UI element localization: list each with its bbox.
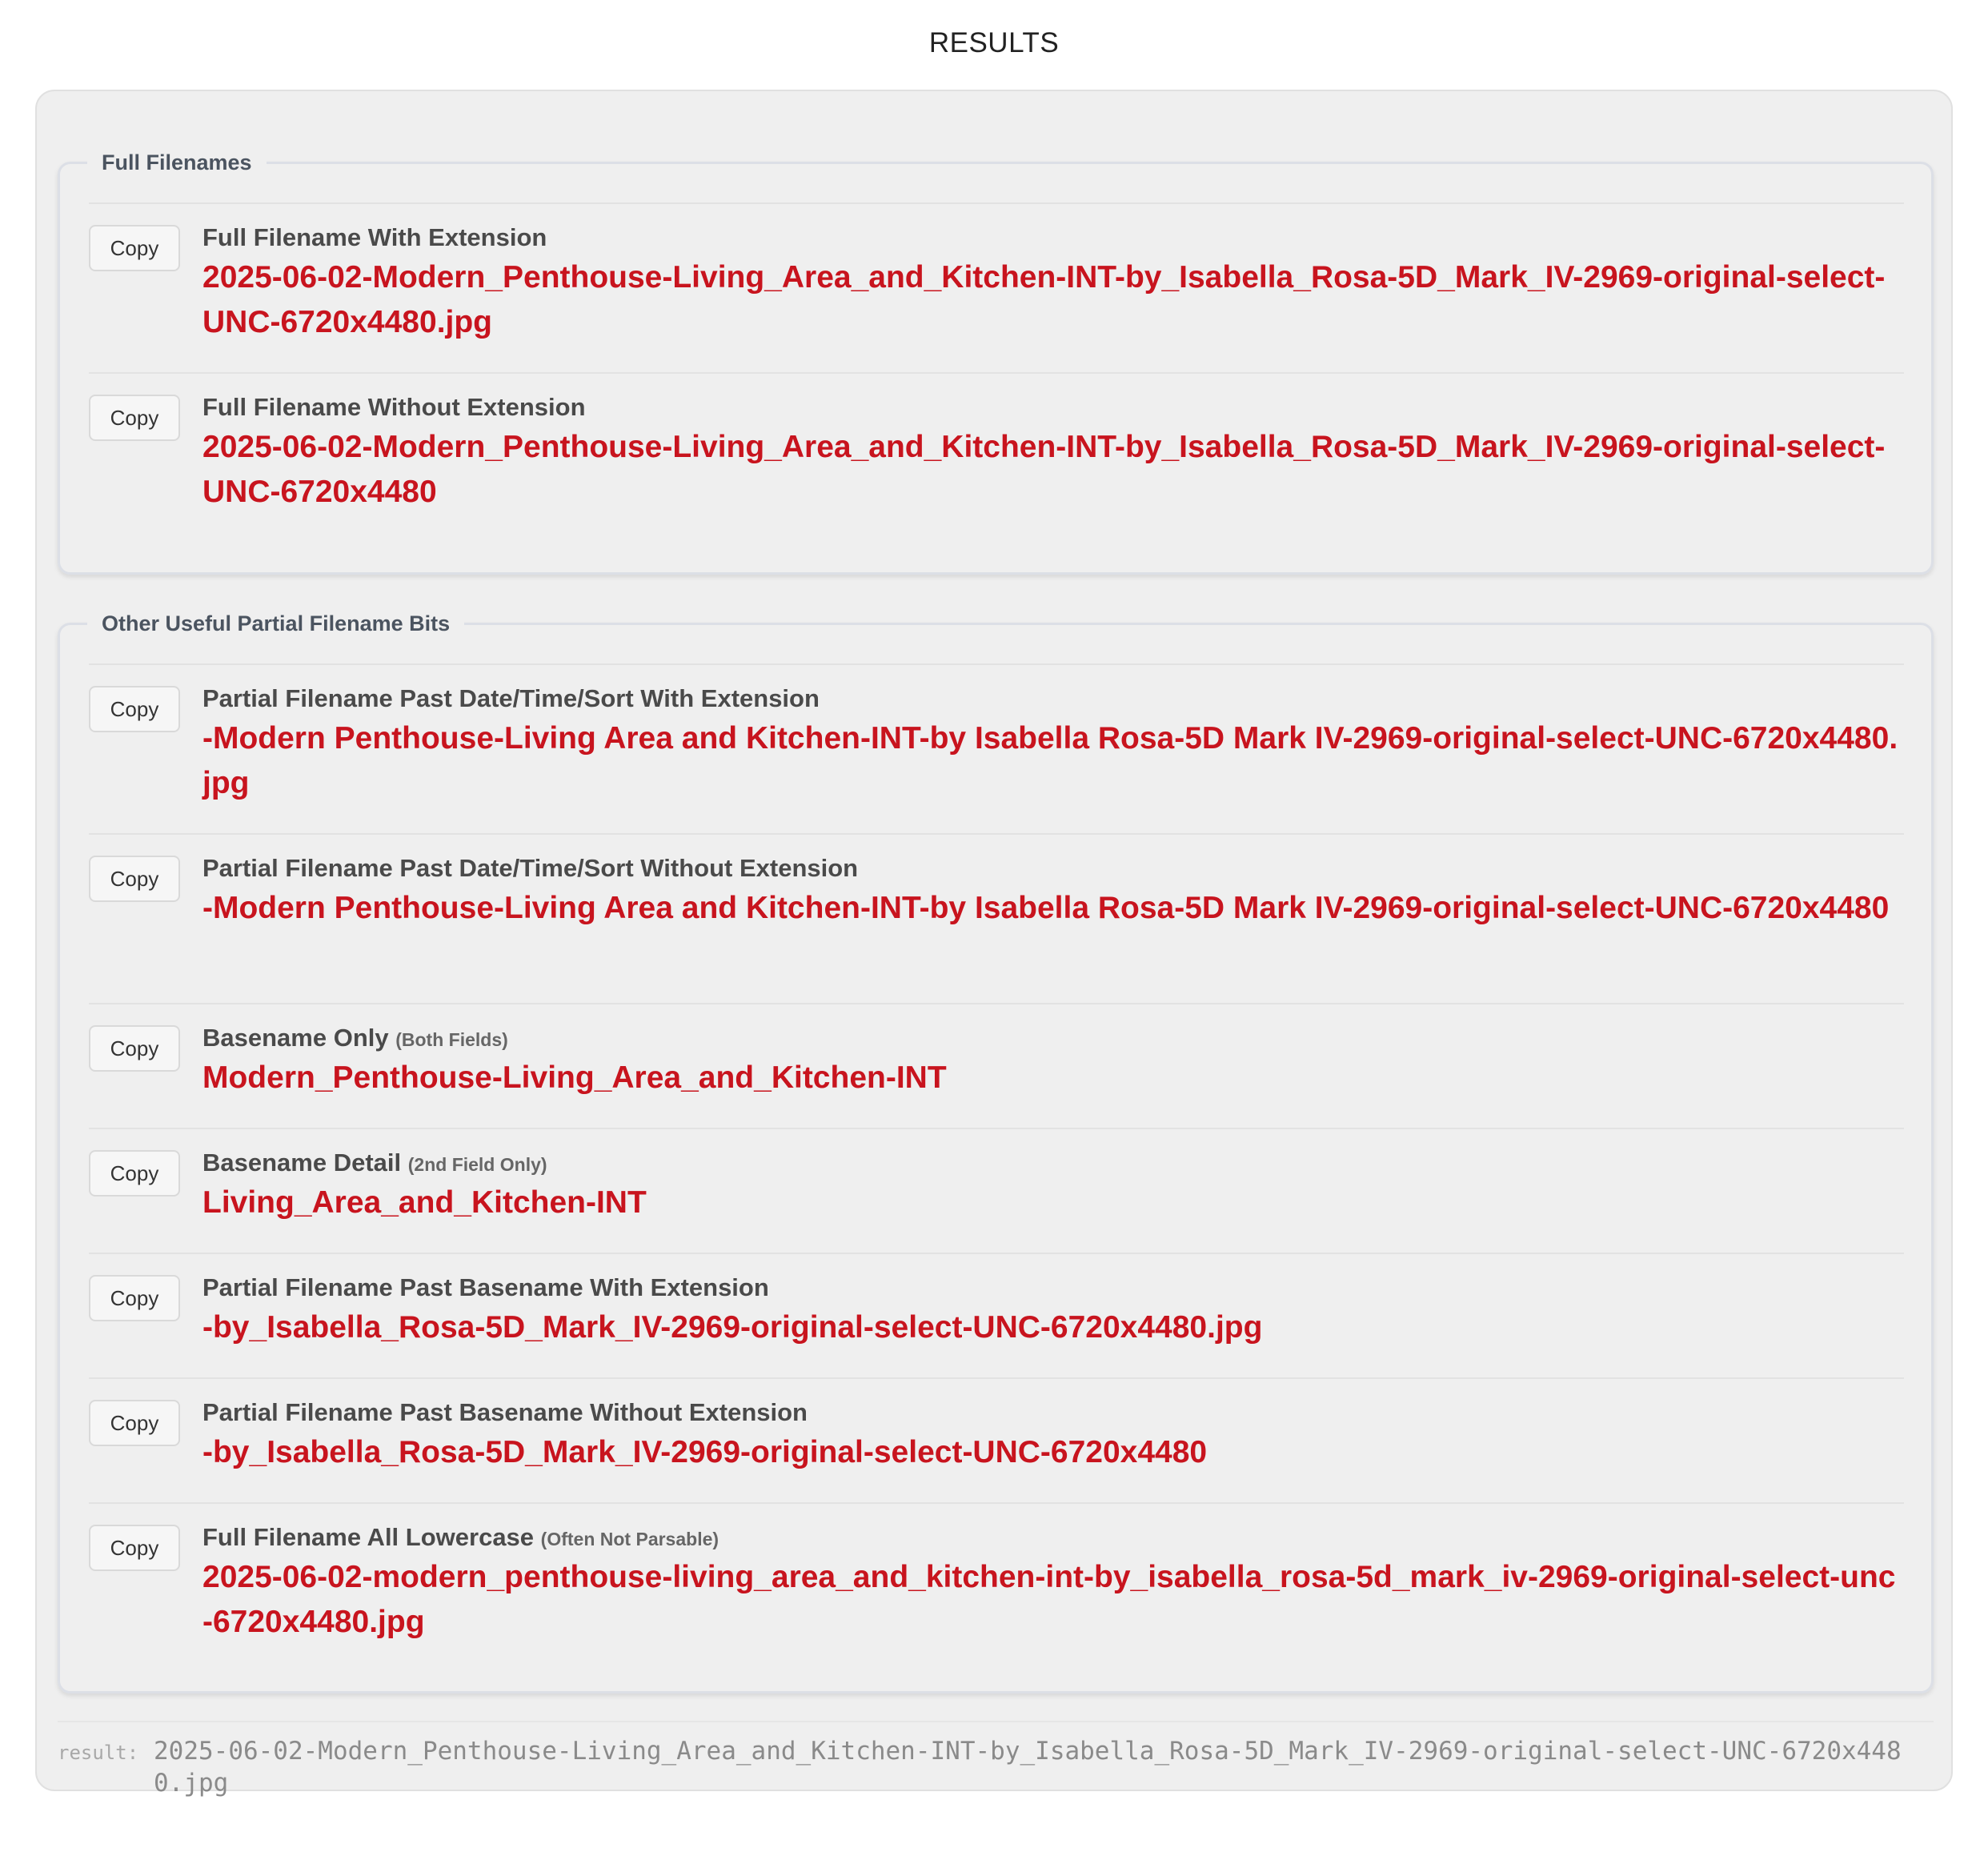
row-note: (Often Not Parsable) <box>540 1529 719 1549</box>
row-label <box>202 393 586 422</box>
result-row-past-date-without-ext <box>89 833 1904 1004</box>
copy-button[interactable]: Copy <box>89 1150 180 1197</box>
row-value: -by_Isabella_Rosa-5D_Mark_IV-2969-original-select-UNC-6720x4480.jpg <box>202 1310 1263 1345</box>
result-row-basename-detail <box>89 1128 1904 1254</box>
row-label <box>202 1024 508 1054</box>
result-prefix: result: <box>58 1742 139 1764</box>
page-title: RESULTS <box>928 27 1060 58</box>
row-label <box>202 1148 547 1179</box>
row-label-text: Full Filename Without Extension <box>202 393 586 421</box>
row-value: 2025-06-02-modern_penthouse-living_area_and_kitchen-int-by_isabella_rosa-5d_mark_iv-2969-original-select-unc-6720x4480.jpg <box>202 1560 1896 1639</box>
row-label <box>202 1398 808 1427</box>
row-value: Living_Area_and_Kitchen-INT <box>202 1185 647 1220</box>
copy-button[interactable]: Copy <box>89 1025 180 1072</box>
row-value: -by_Isabella_Rosa-5D_Mark_IV-2969-original-select-UNC-6720x4480 <box>202 1435 1208 1469</box>
result-value: 2025-06-02-Modern_Penthouse-Living_Area_and_Kitchen-INT-by_Isabella_Rosa-5D_Mark_IV-2969-original-select-UNC-6720x4480.jpg <box>154 1737 1902 1798</box>
result-row-past-date-with-ext <box>89 663 1904 835</box>
row-value: Modern_Penthouse-Living_Area_and_Kitchen-INT <box>202 1060 947 1095</box>
row-value: 2025-06-02-Modern_Penthouse-Living_Area_and_Kitchen-INT-by_Isabella_Rosa-5D_Mark_IV-2969-original-select-UNC-6720x4480 <box>202 430 1886 509</box>
row-value: 2025-06-02-Modern_Penthouse-Living_Area_and_Kitchen-INT-by_Isabella_Rosa-5D_Mark_IV-2969-original-select-UNC-6720x4480.jpg <box>202 260 1886 339</box>
copy-button[interactable]: Copy <box>89 686 180 732</box>
copy-button[interactable]: Copy <box>89 1400 180 1446</box>
result-output <box>58 1721 1934 1798</box>
row-label-text: Partial Filename Past Basename With Extension <box>202 1273 769 1301</box>
result-row-full-without-ext <box>89 372 1904 543</box>
group-legend: Full Filenames <box>87 146 267 178</box>
row-value: -Modern Penthouse-Living Area and Kitchen-INT-by Isabella Rosa-5D Mark IV-2969-original-select-UNC-6720x4480 <box>202 891 1890 925</box>
row-label <box>202 223 547 252</box>
row-label <box>202 854 858 883</box>
result-row-basename-only <box>89 1003 1904 1129</box>
row-label-text: Basename Detail <box>202 1148 402 1177</box>
copy-button[interactable]: Copy <box>89 1525 180 1571</box>
row-note: (2nd Field Only) <box>407 1154 547 1175</box>
row-label <box>202 1273 769 1302</box>
row-value: -Modern Penthouse-Living Area and Kitchen-INT-by Isabella Rosa-5D Mark IV-2969-original-select-UNC-6720x4480.jpg <box>202 721 1898 800</box>
row-label-text: Full Filename All Lowercase <box>202 1523 535 1551</box>
row-label <box>202 684 820 713</box>
result-row-past-basename-with-ext <box>89 1253 1904 1379</box>
row-label-text: Basename Only <box>202 1024 389 1052</box>
result-row-all-lowercase <box>89 1502 1904 1674</box>
results-panel <box>35 90 1953 1798</box>
group-partial-filename-bits <box>58 611 1934 1694</box>
copy-button[interactable]: Copy <box>89 1275 180 1321</box>
copy-button[interactable]: Copy <box>89 395 180 441</box>
group-full-filenames <box>58 150 1934 575</box>
row-note: (Both Fields) <box>395 1029 508 1050</box>
result-row-past-basename-without-ext <box>89 1377 1904 1504</box>
row-label-text: Partial Filename Past Date/Time/Sort With Extension <box>202 684 820 712</box>
group-legend: Other Useful Partial Filename Bits <box>87 607 464 639</box>
row-label <box>202 1523 719 1553</box>
row-label-text: Partial Filename Past Basename Without Extension <box>202 1398 808 1426</box>
copy-button[interactable]: Copy <box>89 225 180 271</box>
result-row-full-with-ext <box>89 202 1904 374</box>
copy-button[interactable]: Copy <box>89 856 180 902</box>
row-label-text: Full Filename With Extension <box>202 223 547 251</box>
row-label-text: Partial Filename Past Date/Time/Sort Without Extension <box>202 854 859 882</box>
